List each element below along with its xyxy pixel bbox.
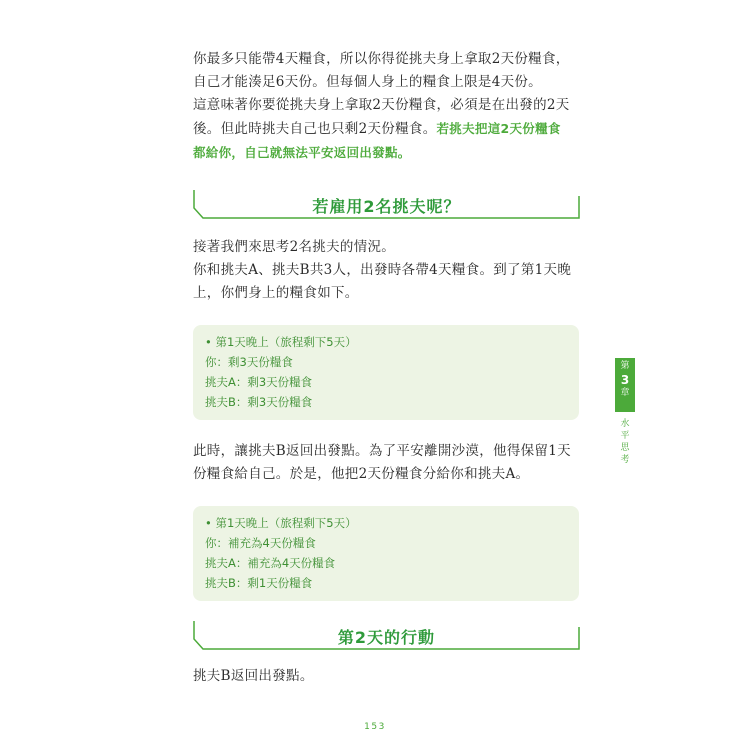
paragraph-3 xyxy=(193,440,593,486)
paragraph-line: 接著我們來思考2名挑夫的情況。 xyxy=(193,239,396,255)
intro-line-text: 後。但此時挑夫自己也只剩2天份糧食。 xyxy=(193,121,437,137)
box-line: 挑夫B：剩1天份糧食 xyxy=(205,576,313,590)
paragraph-2 xyxy=(193,236,593,305)
chapter-label: 章 xyxy=(620,388,630,398)
food-status-box xyxy=(193,506,579,601)
paragraph-line: 上，你們身上的糧食如下。 xyxy=(193,285,359,301)
box-line: • 第1天晚上（旅程剩下5天） xyxy=(205,516,357,530)
box-line: 挑夫A：剩3天份糧食 xyxy=(205,375,313,389)
box-line: 挑夫B：剩3天份糧食 xyxy=(205,395,313,409)
intro-paragraph xyxy=(193,48,593,164)
paragraph-4 xyxy=(193,665,593,688)
intro-line: 這意味著你要從挑夫身上拿取2天份糧食，必須是在出發的2天 xyxy=(193,97,570,113)
chapter-title-char: 水 xyxy=(620,419,630,429)
box-line: • 第1天晚上（旅程剩下5天） xyxy=(205,335,357,349)
chapter-title-char: 思 xyxy=(620,443,630,453)
chapter-label: 第 xyxy=(620,361,630,371)
section-heading xyxy=(193,190,580,222)
highlight-text: 都給你，自己就無法平安返回出發點。 xyxy=(193,145,411,160)
paragraph-line: 挑夫B返回出發點。 xyxy=(193,668,314,684)
box-line: 你：補充為4天份糧食 xyxy=(205,536,316,550)
chapter-title-char: 考 xyxy=(620,455,630,465)
paragraph-line: 此時，讓挑夫B返回出發點。為了平安離開沙漠，他得保留1天 xyxy=(193,443,571,459)
box-line: 挑夫A：補充為4天份糧食 xyxy=(205,556,336,570)
box-line: 你：剩3天份糧食 xyxy=(205,355,293,369)
intro-line: 你最多只能帶4天糧食，所以你得從挑夫身上拿取2天份糧食， xyxy=(193,51,570,67)
chapter-tab xyxy=(615,358,635,412)
chapter-title xyxy=(617,418,633,466)
paragraph-line: 份糧食給自己。於是，他把2天份糧食分給你和挑夫A。 xyxy=(193,466,530,482)
chapter-number: 3 xyxy=(620,373,630,387)
page-number: 153 xyxy=(364,722,386,732)
section-heading xyxy=(193,621,580,653)
intro-line xyxy=(193,117,593,141)
heading-title: 第2天的行動 xyxy=(337,628,436,647)
intro-line: 自己才能湊足6天份。但每個人身上的糧食上限是4天份。 xyxy=(193,74,542,90)
paragraph-line: 你和挑夫A、挑夫B共3人，出發時各帶4天糧食。到了第1天晚 xyxy=(193,262,572,278)
heading-title: 若雇用2名挑夫呢？ xyxy=(312,197,461,216)
food-status-box xyxy=(193,325,579,420)
chapter-title-char: 平 xyxy=(620,431,630,441)
highlight-text: 若挑夫把這2天份糧食 xyxy=(436,121,561,136)
